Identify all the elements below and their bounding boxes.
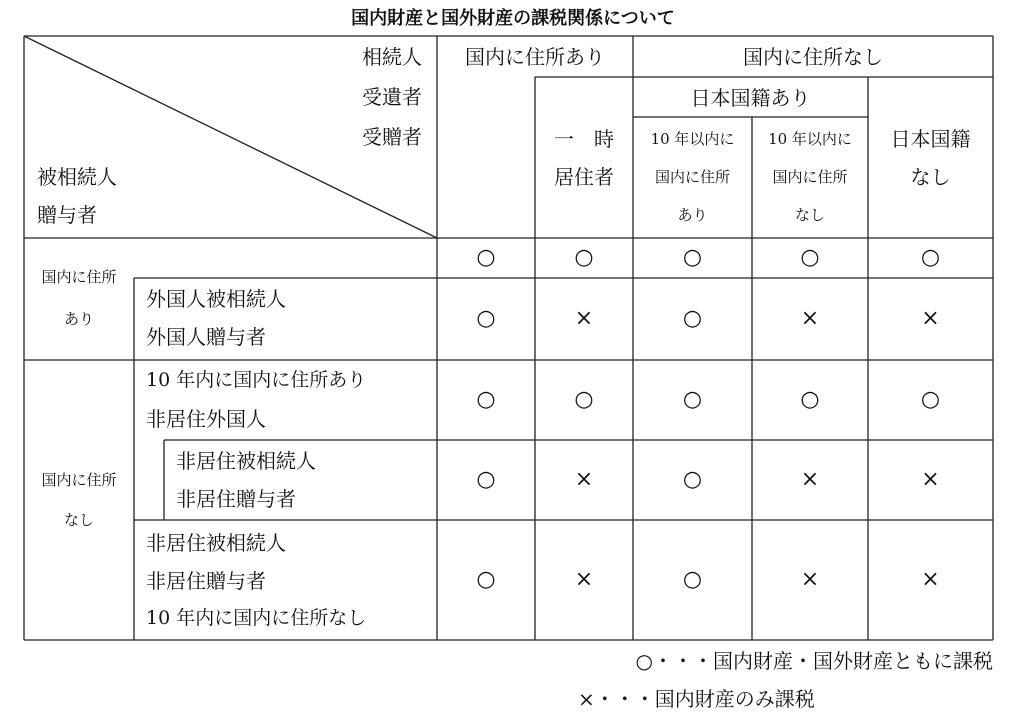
mark-cell: ○: [476, 387, 496, 412]
group-domestic-label-1: 国内に住所: [41, 268, 117, 286]
mark-cell: ×: [800, 567, 820, 592]
header-10y-no-1: 10 年以内に: [768, 130, 852, 148]
header-10y-yes-2: 国内に住所: [654, 168, 730, 186]
mark-cell: ○: [476, 467, 496, 492]
row-foreign-donor-label: 外国人贈与者: [146, 325, 266, 349]
legatee-label: 受遺者: [362, 85, 422, 109]
mark-cell: ○: [574, 245, 594, 270]
row-nonresident-decedent-label: 非居住被相続人: [176, 449, 316, 473]
row-10y-domestic-label: 10 年内に国内に住所あり: [146, 369, 367, 391]
decedent-label: 被相続人: [37, 165, 117, 189]
header-japanese-nationality-no-2: なし: [910, 165, 951, 189]
header-10y-no-2: 国内に住所: [772, 168, 848, 186]
header-10y-yes-3: あり: [677, 206, 708, 224]
header-domestic-yes: 国内に住所あり: [465, 45, 605, 69]
header-10y-yes-1: 10 年以内に: [650, 130, 735, 148]
mark-cell: ○: [574, 387, 594, 412]
row-nonresident-donor-label-2: 非居住贈与者: [146, 569, 266, 593]
mark-cell: ×: [574, 567, 594, 592]
mark-cell: ○: [682, 387, 703, 412]
mark-cell: ×: [800, 306, 820, 331]
heir-label: 相続人: [362, 45, 422, 69]
mark-cell: ○: [682, 467, 703, 492]
header-10y-no-3: なし: [794, 206, 825, 224]
group-abroad-label-2: なし: [63, 511, 94, 529]
mark-cell: ○: [800, 245, 820, 270]
header-temporary-resident-2: 居住者: [554, 165, 614, 189]
mark-cell: ○: [682, 245, 703, 270]
header-temporary-resident-1: 一 時: [554, 127, 614, 151]
row-foreign-decedent-label: 外国人被相続人: [146, 287, 286, 311]
mark-cell: ○: [476, 245, 496, 270]
mark-cell: ×: [574, 306, 594, 331]
header-japanese-nationality-no-1: 日本国籍: [890, 127, 971, 151]
donee-label: 受贈者: [362, 125, 422, 149]
mark-cell: ○: [476, 306, 496, 331]
mark-cell: ○: [476, 567, 496, 592]
mark-cell: ○: [800, 387, 820, 412]
mark-cell: ×: [921, 567, 940, 592]
mark-cell: ×: [921, 467, 940, 492]
page-title: 国内財産と国外財産の課税関係について: [351, 8, 675, 29]
mark-cell: ○: [920, 245, 941, 270]
mark-cell: ×: [921, 306, 940, 331]
header-japanese-nationality-yes: 日本国籍あり: [690, 86, 811, 110]
header-domestic-no: 国内に住所なし: [743, 45, 883, 69]
legend-circle: ○・・・国内財産・国外財産ともに課税: [635, 649, 993, 673]
mark-cell: ×: [800, 467, 820, 492]
mark-cell: ○: [920, 387, 941, 412]
mark-cell: ○: [682, 567, 703, 592]
row-10y-abroad-label: 10 年内に国内に住所なし: [146, 607, 367, 629]
row-nonresident-decedent-label-2: 非居住被相続人: [146, 531, 286, 555]
row-nonresident-foreigner-label: 非居住外国人: [146, 407, 266, 431]
legend-cross: ×・・・国内財産のみ課税: [578, 687, 815, 711]
mark-cell: ○: [682, 306, 703, 331]
group-domestic-label-2: あり: [63, 310, 94, 328]
group-abroad-label-1: 国内に住所: [41, 471, 117, 489]
row-nonresident-donor-label: 非居住贈与者: [176, 487, 296, 511]
donor-label: 贈与者: [37, 203, 97, 227]
mark-cell: ×: [574, 467, 594, 492]
